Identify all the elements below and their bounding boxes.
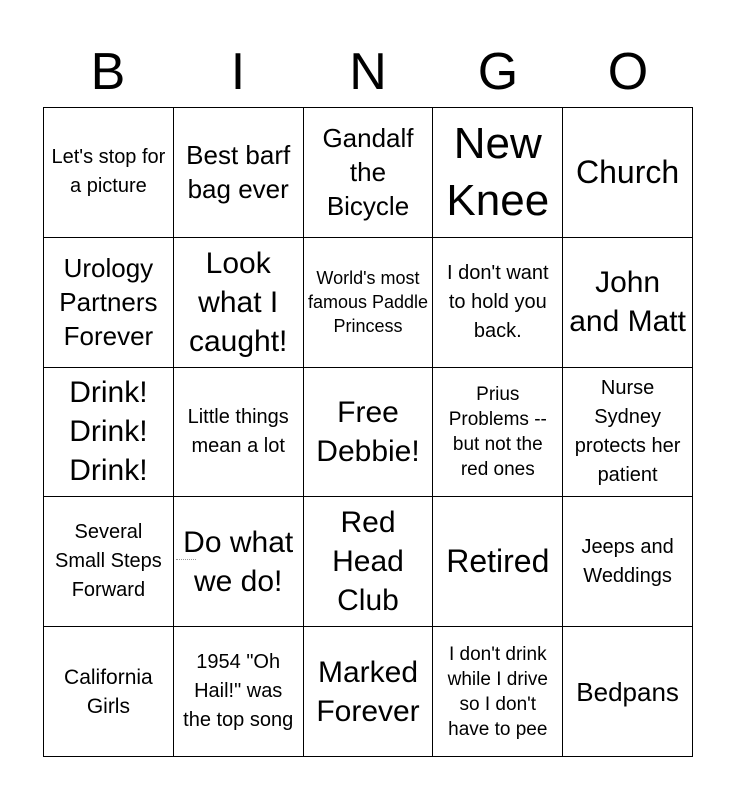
cell-text: Look what I caught! <box>188 246 288 358</box>
bingo-cell[interactable] <box>563 497 693 627</box>
cell-text: Several Small Steps Forward <box>55 521 162 602</box>
bingo-cell[interactable] <box>44 238 174 368</box>
cell-text: I don't drink while I drive so I don't have to pee <box>447 643 548 740</box>
bingo-cell[interactable] <box>44 368 174 498</box>
bingo-cell[interactable] <box>433 108 563 238</box>
cell-text: Retired <box>446 543 550 580</box>
bingo-cell[interactable] <box>174 238 304 368</box>
cell-text: Little things mean a lot <box>187 405 289 457</box>
cell-text: Let's stop for a picture <box>51 146 166 198</box>
bingo-cell[interactable] <box>304 238 434 368</box>
header-letter-g: G <box>477 43 519 101</box>
cell-text: John and Matt <box>569 266 686 339</box>
bingo-cell[interactable] <box>44 497 174 627</box>
header-letter-b: B <box>90 43 126 101</box>
bingo-cell[interactable] <box>563 238 693 368</box>
cell-text: Gandalf the Bicycle <box>322 123 414 222</box>
cell-text: Best barf bag ever <box>186 140 291 205</box>
cell-text: Marked Forever <box>316 655 420 728</box>
bingo-cell[interactable] <box>44 108 174 238</box>
header-letter-i: I <box>230 43 246 101</box>
cell-text: Prius Problems -- but not the red ones <box>448 383 547 480</box>
cell-text: Church <box>576 153 680 190</box>
bingo-header <box>43 42 693 102</box>
small-dotted-mark <box>176 559 196 562</box>
cell-text: Red Head Club <box>332 506 404 618</box>
bingo-cell[interactable] <box>304 497 434 627</box>
bingo-card-grid <box>43 107 693 757</box>
bingo-cell[interactable] <box>174 627 304 757</box>
bingo-cell[interactable] <box>563 108 693 238</box>
cell-text: I don't want to hold you back. <box>446 261 549 342</box>
cell-text: California Girls <box>64 665 153 718</box>
cell-text: World's most famous Paddle Princess <box>307 268 429 337</box>
bingo-cell[interactable] <box>563 368 693 498</box>
bingo-cell[interactable] <box>174 368 304 498</box>
bingo-cell[interactable] <box>304 368 434 498</box>
cell-text: New Knee <box>446 119 550 226</box>
cell-text: Drink! Drink! Drink! <box>69 376 148 488</box>
bingo-cell[interactable] <box>563 627 693 757</box>
bingo-cell[interactable] <box>433 368 563 498</box>
cell-text: Do what we do! <box>183 525 294 598</box>
bingo-cell[interactable] <box>433 238 563 368</box>
bingo-cell[interactable] <box>433 627 563 757</box>
header-letter-o: O <box>607 43 649 101</box>
bingo-cell[interactable] <box>304 627 434 757</box>
bingo-cell[interactable] <box>174 108 304 238</box>
cell-text: Free Debbie! <box>316 395 420 468</box>
bingo-cell[interactable] <box>433 497 563 627</box>
cell-text: Jeeps and Weddings <box>581 535 674 587</box>
cell-text: Bedpans <box>576 676 679 707</box>
bingo-cell[interactable] <box>304 108 434 238</box>
cell-text: Urology Partners Forever <box>59 253 158 352</box>
cell-text: 1954 "Oh Hail!" was the top song <box>183 651 294 732</box>
cell-text: Nurse Sydney protects her patient <box>574 376 681 486</box>
bingo-cell[interactable] <box>44 627 174 757</box>
header-letter-n: N <box>349 43 387 101</box>
bingo-cell[interactable] <box>174 497 304 627</box>
